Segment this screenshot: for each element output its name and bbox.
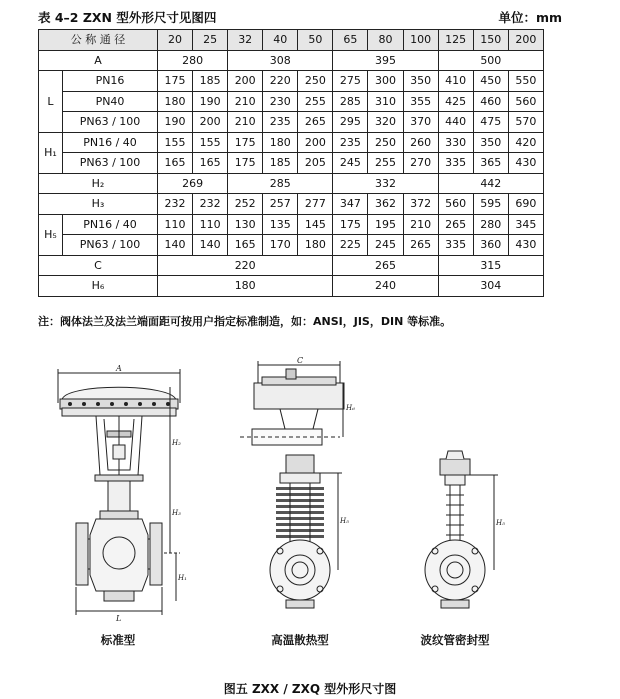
table-cell: 315 xyxy=(438,255,543,276)
row-label: H₆ xyxy=(39,276,158,297)
row-label: PN63 / 100 xyxy=(63,112,158,133)
table-cell: 275 xyxy=(333,71,368,92)
dn-value: 32 xyxy=(228,30,263,51)
dn-value: 80 xyxy=(368,30,403,51)
table-cell: 350 xyxy=(473,132,508,153)
table-row xyxy=(39,71,544,92)
table-cell: 430 xyxy=(508,153,543,174)
label-h5b: H₅ xyxy=(496,519,505,527)
table-cell: 355 xyxy=(403,91,438,112)
label-c: C xyxy=(297,356,304,365)
dn-value: 25 xyxy=(193,30,228,51)
table-cell: 300 xyxy=(368,71,403,92)
table-cell: 257 xyxy=(263,194,298,215)
table-cell: 250 xyxy=(298,71,333,92)
table-cell: 265 xyxy=(438,214,473,235)
table-cell: 595 xyxy=(473,194,508,215)
table-cell: 690 xyxy=(508,194,543,215)
group-label: H₅ xyxy=(39,214,63,255)
table-cell: 210 xyxy=(228,91,263,112)
table-row xyxy=(39,235,544,256)
label-h1: H₁ xyxy=(178,574,187,582)
row-label: PN16 / 40 xyxy=(63,132,158,153)
table-row xyxy=(39,50,544,71)
table-cell: 362 xyxy=(368,194,403,215)
table-cell: 145 xyxy=(298,214,333,235)
table-cell: 140 xyxy=(158,235,193,256)
row-label: H₂ xyxy=(39,173,158,194)
high-temp-type-drawing xyxy=(240,356,355,608)
standard-type-drawing xyxy=(58,364,187,623)
table-cell: 425 xyxy=(438,91,473,112)
table-cell: 175 xyxy=(158,71,193,92)
row-label: PN63 / 100 xyxy=(63,153,158,174)
label-h5: H₅ xyxy=(340,517,349,525)
table-cell: 280 xyxy=(158,50,228,71)
table-cell: 570 xyxy=(508,112,543,133)
table-cell: 195 xyxy=(368,214,403,235)
table-cell: 165 xyxy=(158,153,193,174)
table-cell: 255 xyxy=(368,153,403,174)
table-cell: 265 xyxy=(298,112,333,133)
table-row xyxy=(39,214,544,235)
bellows-type-drawing xyxy=(425,451,505,608)
label-l: L xyxy=(116,614,122,623)
table-cell: 265 xyxy=(403,235,438,256)
table-cell: 205 xyxy=(298,153,333,174)
table-cell: 500 xyxy=(438,50,543,71)
dn-header: 公 称 通 径 xyxy=(39,30,158,51)
row-label: PN40 xyxy=(63,91,158,112)
table-cell: 250 xyxy=(368,132,403,153)
row-label: H₃ xyxy=(39,194,158,215)
table-cell: 365 xyxy=(473,153,508,174)
table-cell: 165 xyxy=(193,153,228,174)
figure-title: 图五 ZXX / ZXQ 型外形尺寸图 xyxy=(223,682,397,696)
group-label: L xyxy=(39,71,63,133)
valve-drawings xyxy=(0,355,620,675)
table-cell: 295 xyxy=(333,112,368,133)
dn-value: 65 xyxy=(333,30,368,51)
table-row xyxy=(39,30,544,51)
table-cell: 560 xyxy=(438,194,473,215)
table-cell: 245 xyxy=(333,153,368,174)
table-cell: 360 xyxy=(473,235,508,256)
table-cell: 175 xyxy=(228,153,263,174)
label-h2: H₂ xyxy=(172,439,181,447)
table-cell: 347 xyxy=(333,194,368,215)
table-cell: 332 xyxy=(333,173,438,194)
table-cell: 200 xyxy=(298,132,333,153)
table-cell: 440 xyxy=(438,112,473,133)
table-cell: 175 xyxy=(333,214,368,235)
table-title: 表 4–2 ZXN 型外形尺寸见图四 xyxy=(38,10,217,25)
table-cell: 420 xyxy=(508,132,543,153)
label-h3: H₃ xyxy=(172,509,181,517)
row-label: PN63 / 100 xyxy=(63,235,158,256)
table-cell: 269 xyxy=(158,173,228,194)
table-cell: 180 xyxy=(298,235,333,256)
table-cell: 550 xyxy=(508,71,543,92)
table-cell: 165 xyxy=(228,235,263,256)
table-cell: 110 xyxy=(158,214,193,235)
table-cell: 460 xyxy=(473,91,508,112)
caption-standard: 标准型 xyxy=(100,633,136,647)
table-cell: 450 xyxy=(473,71,508,92)
table-cell: 350 xyxy=(403,71,438,92)
table-cell: 308 xyxy=(228,50,333,71)
table-row xyxy=(39,112,544,133)
dn-value: 200 xyxy=(508,30,543,51)
dn-value: 150 xyxy=(473,30,508,51)
table-cell: 335 xyxy=(438,235,473,256)
table-cell: 230 xyxy=(263,91,298,112)
table-cell: 190 xyxy=(158,112,193,133)
table-note: 注：阀体法兰及法兰端面距可按用户指定标准制造，如：ANSI，JIS，DIN 等标准。 xyxy=(38,315,452,328)
group-label: H₁ xyxy=(39,132,63,173)
table-row xyxy=(39,255,544,276)
table-cell: 225 xyxy=(333,235,368,256)
table-row xyxy=(39,194,544,215)
table-cell: 232 xyxy=(158,194,193,215)
table-cell: 235 xyxy=(263,112,298,133)
table-cell: 170 xyxy=(263,235,298,256)
table-cell: 475 xyxy=(473,112,508,133)
table-cell: 285 xyxy=(333,91,368,112)
table-row xyxy=(39,173,544,194)
table-row xyxy=(39,91,544,112)
table-cell: 180 xyxy=(158,276,333,297)
table-cell: 410 xyxy=(438,71,473,92)
table-cell: 175 xyxy=(228,132,263,153)
table-cell: 185 xyxy=(193,71,228,92)
table-cell: 430 xyxy=(508,235,543,256)
table-cell: 135 xyxy=(263,214,298,235)
table-cell: 185 xyxy=(263,153,298,174)
table-cell: 140 xyxy=(193,235,228,256)
table-row xyxy=(39,132,544,153)
caption-high-temp: 高温散热型 xyxy=(271,633,329,647)
dn-value: 125 xyxy=(438,30,473,51)
table-cell: 277 xyxy=(298,194,333,215)
table-row xyxy=(39,276,544,297)
row-label: A xyxy=(39,50,158,71)
table-cell: 260 xyxy=(403,132,438,153)
table-cell: 220 xyxy=(263,71,298,92)
table-cell: 270 xyxy=(403,153,438,174)
table-cell: 245 xyxy=(368,235,403,256)
caption-bellows: 波纹管密封型 xyxy=(420,633,490,647)
table-cell: 235 xyxy=(333,132,368,153)
table-cell: 304 xyxy=(438,276,543,297)
table-cell: 255 xyxy=(298,91,333,112)
dimension-table xyxy=(38,29,544,297)
table-cell: 285 xyxy=(228,173,333,194)
label-a: A xyxy=(116,364,122,373)
dn-value: 20 xyxy=(158,30,193,51)
table-cell: 280 xyxy=(473,214,508,235)
table-cell: 220 xyxy=(158,255,333,276)
dn-value: 40 xyxy=(263,30,298,51)
table-cell: 320 xyxy=(368,112,403,133)
table-cell: 442 xyxy=(438,173,543,194)
table-cell: 240 xyxy=(333,276,438,297)
table-cell: 110 xyxy=(193,214,228,235)
table-cell: 370 xyxy=(403,112,438,133)
table-cell: 210 xyxy=(228,112,263,133)
table-cell: 335 xyxy=(438,153,473,174)
table-cell: 372 xyxy=(403,194,438,215)
dn-value: 100 xyxy=(403,30,438,51)
table-cell: 200 xyxy=(228,71,263,92)
table-cell: 395 xyxy=(333,50,438,71)
table-cell: 330 xyxy=(438,132,473,153)
table-row xyxy=(39,153,544,174)
table-cell: 155 xyxy=(193,132,228,153)
unit-label: 单位：mm xyxy=(498,10,562,25)
table-cell: 190 xyxy=(193,91,228,112)
table-cell: 265 xyxy=(333,255,438,276)
table-cell: 210 xyxy=(403,214,438,235)
row-label: PN16 xyxy=(63,71,158,92)
table-cell: 310 xyxy=(368,91,403,112)
table-cell: 560 xyxy=(508,91,543,112)
label-h6: H₆ xyxy=(346,404,355,412)
row-label: PN16 / 40 xyxy=(63,214,158,235)
table-cell: 180 xyxy=(158,91,193,112)
dn-value: 50 xyxy=(298,30,333,51)
table-cell: 232 xyxy=(193,194,228,215)
table-cell: 130 xyxy=(228,214,263,235)
table-cell: 345 xyxy=(508,214,543,235)
row-label: C xyxy=(39,255,158,276)
table-cell: 200 xyxy=(193,112,228,133)
table-cell: 180 xyxy=(263,132,298,153)
table-cell: 155 xyxy=(158,132,193,153)
table-cell: 252 xyxy=(228,194,263,215)
